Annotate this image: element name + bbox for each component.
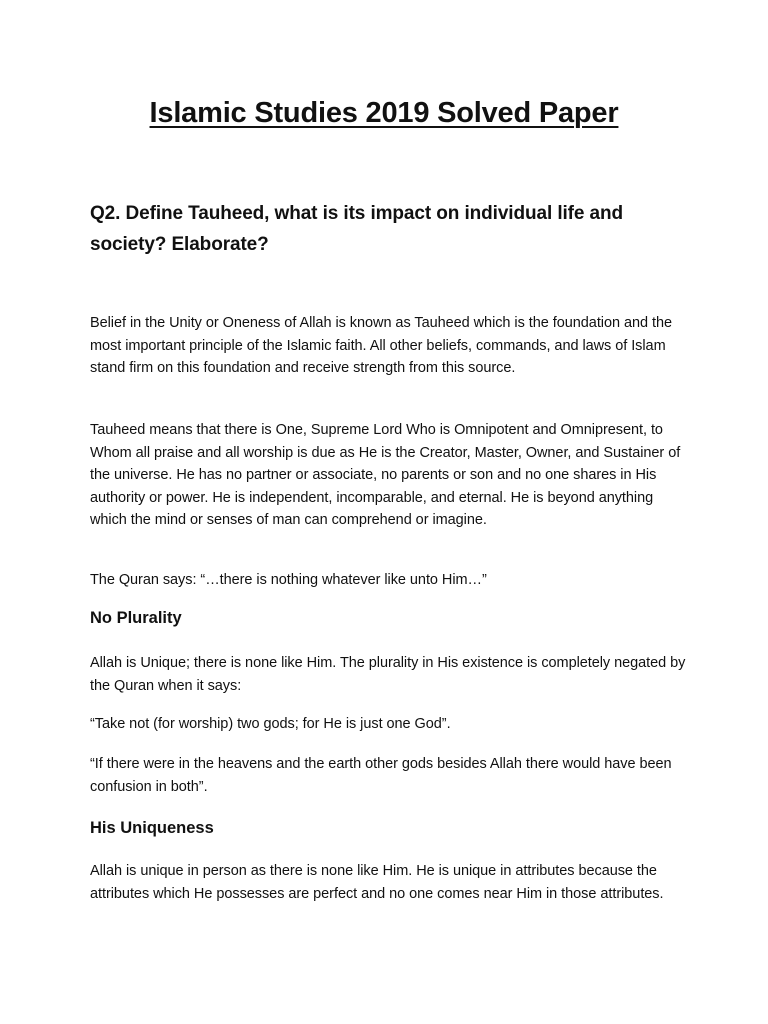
paragraph-unique-in-person: Allah is unique in person as there is none like Him. He is unique in attributes because the attributes which He possesses are perfect and no one comes near Him in those attributes. — [90, 863, 664, 902]
question-heading: Q2. Define Tauheed, what is its impact on individual life and society? Elaborate? — [90, 203, 624, 255]
page-title: Islamic Studies 2019 Solved Paper — [149, 97, 619, 129]
paragraph-allah-unique: Allah is Unique; there is none like Him. The plurality in His existence is completely negated by the Quran when it says: — [90, 655, 686, 694]
section-heading-his-uniqueness: His Uniqueness — [90, 819, 214, 837]
paragraph-tauheed-definition: Belief in the Unity or Oneness of Allah is known as Tauheed which is the foundation and the most important principle of the Islamic faith. All other beliefs, commands, and laws of Islam stand firm on this foundation and receive strength from this source. — [90, 315, 673, 377]
section-heading-no-plurality: No Plurality — [90, 609, 182, 627]
paragraph-quote-heavens: “If there were in the heavens and the earth other gods besides Allah there would have been confusion in both”. — [90, 756, 672, 795]
paragraph-quote-two-gods: “Take not (for worship) two gods; for He is just one God”. — [90, 716, 451, 732]
paragraph-tauheed-meaning: Tauheed means that there is One, Supreme Lord Who is Omnipotent and Omnipresent, to Whom all praise and all worship is due as He is the Creator, Master, Owner, and Sustainer of the universe. He has no partner or associate, no parents or son and no one shares in His authority or power. He is independent, incomparable, and eternal. He is beyond anything which the mind or senses of man can comprehend or imagine. — [90, 422, 681, 529]
paragraph-quran-quote: The Quran says: “…there is nothing whatever like unto Him…” — [90, 572, 487, 588]
